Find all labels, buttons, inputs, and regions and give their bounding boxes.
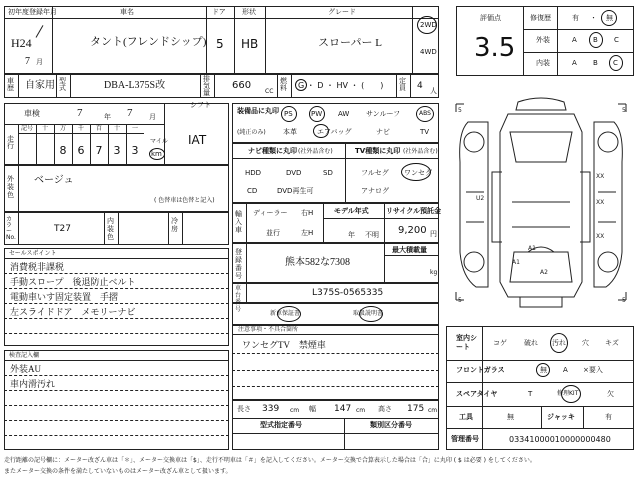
inspection-label: 車検 xyxy=(24,109,40,118)
notes-value: ワンセグTV 禁煙車 xyxy=(242,340,326,350)
ext-c: C xyxy=(614,36,619,44)
glass-a: A xyxy=(563,366,568,374)
mgmt-label: 管理番号 xyxy=(451,435,479,443)
footer-line-2: またメーター交換の条件を満たしていないものはメーター改ざん車として扱います。 xyxy=(4,468,232,475)
tools-label: 工具 xyxy=(459,413,473,421)
sales-point-item: 電動車いす固定装置 手摺 xyxy=(10,292,119,302)
manual: 取扱説明書 xyxy=(353,310,384,317)
fuel-value: G ・ D ・ HV ・ ( ) xyxy=(298,81,384,90)
spare-label: スペアタイヤ xyxy=(456,390,498,398)
diag-mark-xx-2: XX xyxy=(596,199,605,206)
max-load-label: 最大積載量 xyxy=(392,246,427,254)
digit-header: 万 xyxy=(59,125,66,132)
recycle-label: リサイクル預託金 xyxy=(386,207,442,215)
seat-label: 室内シート xyxy=(456,334,477,351)
interior-label: 内装 xyxy=(536,59,550,67)
digit-header: 一 xyxy=(131,125,138,132)
navi-dvd: DVD xyxy=(286,169,302,177)
inspection-year: 7 xyxy=(77,107,83,119)
digit-header: 十 xyxy=(113,125,120,132)
import-label: 輸入車 xyxy=(235,210,242,234)
notes-label: 注意事項・不具合箇所 xyxy=(238,326,299,333)
model-label: 型式 xyxy=(59,77,66,92)
height-label: 高さ xyxy=(378,405,392,413)
exterior-label: 外装 xyxy=(536,36,550,44)
equip-leather: 本革 xyxy=(283,128,297,136)
tv-oneseg: ワンセグ xyxy=(404,169,432,177)
navi-hdd: HDD xyxy=(245,169,262,177)
shape-label: 形状 xyxy=(242,8,256,16)
shift-value: IAT xyxy=(188,133,207,147)
inspector-item: 車内滑汚れ xyxy=(10,379,56,389)
mileage-digit: 6 xyxy=(77,144,85,157)
use-label: 車歴 xyxy=(7,77,14,92)
month-unit: 月 xyxy=(36,58,43,66)
door-label: ドア xyxy=(212,8,226,16)
equip-airbag: エアバッグ xyxy=(317,128,352,136)
sales-point-item: 手動スロープ 後退防止ベルト xyxy=(10,277,136,287)
equip-tv: TV xyxy=(420,128,430,136)
sales-title: セールスポイント xyxy=(9,250,57,257)
recycle-value: 9,200 xyxy=(398,225,427,236)
displacement-label: 排気量 xyxy=(203,75,210,97)
shift-label: シフト xyxy=(190,101,211,109)
mileage-digit: 8 xyxy=(59,144,67,157)
inspector-list xyxy=(4,360,229,450)
int-b: B xyxy=(593,59,598,67)
seat-yabure: 破れ xyxy=(524,339,538,347)
color-note: ( 色替車は色替と記入) xyxy=(154,197,215,204)
capacity-label: 定員 xyxy=(399,77,406,92)
seat-ana: 穴 xyxy=(582,339,589,347)
digit-header: 百 xyxy=(95,125,102,132)
kg-unit: kg xyxy=(430,269,438,276)
car-damage-diagram xyxy=(448,92,634,320)
new-warranty: 新車保証書 xyxy=(270,310,301,317)
tv-analog: アナログ xyxy=(361,187,389,195)
door-value: 5 xyxy=(216,37,224,51)
repair-no: 無 xyxy=(606,14,613,22)
equip-aw: AW xyxy=(338,110,350,118)
use-value: 自家用 xyxy=(25,80,55,91)
glass-label: フロントガラス xyxy=(456,366,505,374)
grade-label: グレード xyxy=(328,8,356,16)
model-value: DBA-L375S改 xyxy=(104,80,166,91)
navi-dvd-play: DVD再生可 xyxy=(277,187,314,195)
equipment-sublabel: (純正のみ) xyxy=(237,129,266,136)
svg-text:5: 5 xyxy=(622,297,626,304)
mileage-digit: 3 xyxy=(113,144,121,157)
diag-mark-xx-3: XX xyxy=(596,233,605,240)
inspection-month: 7 xyxy=(127,107,133,119)
model-year-label: モデル年式 xyxy=(334,207,369,215)
sales-list xyxy=(4,258,229,346)
repair-yes: 有 xyxy=(572,14,579,22)
sales-point-item: 消費税非課税 xyxy=(10,262,65,272)
length-value: 339 xyxy=(262,404,280,414)
drive-2wd: 2WD xyxy=(420,21,437,29)
navi-note: (社外品含む) xyxy=(298,148,333,155)
interior-color-label: 内装色 xyxy=(107,217,114,241)
plate-label: 登録番号 xyxy=(235,248,242,280)
diag-mark-a1: A1 xyxy=(528,245,536,252)
length-unit: cm xyxy=(290,407,300,414)
docs-box xyxy=(232,303,439,325)
chassis-value: L375S-0565335 xyxy=(312,288,384,298)
import-dealer: ディーラー xyxy=(253,209,288,217)
first-reg-year: H24 xyxy=(11,36,32,50)
color-box xyxy=(4,165,229,212)
plate-value: 熊本582な7308 xyxy=(285,257,350,268)
chassis-label: 車台番号 xyxy=(235,285,242,313)
equipment-label: 装備品に丸印 xyxy=(237,107,279,115)
spare-t: T xyxy=(528,390,533,398)
tv-note: (社外品含む) xyxy=(403,148,438,155)
seat-yogore: 汚れ xyxy=(552,339,566,347)
width-unit: cm xyxy=(356,407,366,414)
color-code-label: カラー No. xyxy=(6,216,16,241)
color-label: 外装色 xyxy=(7,175,14,199)
ext-a: A xyxy=(572,36,577,44)
tv-title: TV種類に丸印 xyxy=(355,147,401,155)
ext-b: B xyxy=(593,36,598,44)
score-value: 3.5 xyxy=(474,33,516,63)
first-reg-month: 7 xyxy=(25,56,30,67)
inspector-title: 検査記入欄 xyxy=(9,352,40,359)
car-name-label: 車名 xyxy=(120,8,134,16)
mileage-digit: 3 xyxy=(131,144,139,157)
car-name-value: タント(フレンドシップ) xyxy=(90,36,207,48)
import-right: 右H xyxy=(301,209,314,217)
equip-sunroof: サンルーフ xyxy=(366,110,401,118)
notes-box xyxy=(232,325,439,400)
diag-mark-a2: A2 xyxy=(540,269,548,276)
inspector-item: 外装AU xyxy=(10,364,41,374)
repair-label: 修復歴 xyxy=(530,14,551,22)
displacement-value: 660 xyxy=(232,80,252,91)
mgmt-value: 03341000010000000480 xyxy=(509,435,611,444)
digit-header: 十 xyxy=(41,125,48,132)
diag-mark-xx-1: XX xyxy=(596,173,605,180)
capacity-value: 4 xyxy=(417,81,423,91)
import-parallel: 並行 xyxy=(266,229,280,237)
height-value: 175 xyxy=(407,404,425,414)
equip-navi: ナビ xyxy=(376,128,390,136)
int-c: C xyxy=(613,59,618,67)
km-label: km xyxy=(151,150,162,158)
navi-sd: SD xyxy=(323,169,333,177)
int-a: A xyxy=(572,59,577,67)
yen-unit: 円 xyxy=(430,230,437,238)
grade-value: スローパー L xyxy=(318,37,382,49)
length-label: 長さ xyxy=(237,405,251,413)
cc-unit: CC xyxy=(265,88,274,95)
navi-title: ナビ種類に丸印 xyxy=(248,147,297,155)
glass-replace: ×要入 xyxy=(583,366,603,374)
model-year-unknown: 不明 xyxy=(365,231,379,239)
equip-abs: ABS xyxy=(419,110,431,117)
color-code-box xyxy=(4,212,229,245)
diag-mark-5: 5 xyxy=(458,107,462,114)
footer-line-1: 走行距離の記号欄に：メーター改ざん車は「＊」、メーター交換車は「$」、走行不明車は「＃」を記入してください。メーター交換で合算表示した場合は「合」に丸印 ( $ は必要 ) をしてください。 xyxy=(4,457,536,464)
glass-none: 無 xyxy=(540,366,547,374)
seat-koge: コゲ xyxy=(493,339,507,347)
jack-value: 有 xyxy=(605,413,612,421)
mileage-grid xyxy=(18,124,164,165)
spare-missing: 欠 xyxy=(607,390,614,398)
digit-header: 千 xyxy=(77,125,84,132)
shape-value: HB xyxy=(241,37,259,51)
person-unit: 人 xyxy=(430,87,437,95)
diag-mark-u2: U2 xyxy=(476,195,485,202)
import-left: 左H xyxy=(301,229,314,237)
tv-fullseg: フルセグ xyxy=(361,169,389,177)
sales-point-item: 左スライドドア メモリーナビ xyxy=(10,307,136,317)
ac-label: 冷房 xyxy=(171,217,178,233)
seat-kizu: キズ xyxy=(605,339,619,347)
drive-4wd: 4WD xyxy=(420,48,437,56)
navi-cd: CD xyxy=(247,187,258,195)
width-value: 147 xyxy=(334,404,352,414)
svg-text:5: 5 xyxy=(622,107,626,114)
fuel-label: 燃料 xyxy=(280,77,287,92)
mileage-label: 走行 xyxy=(7,135,14,150)
first-reg-label: 初年度登録年月 xyxy=(8,8,57,16)
height-unit: cm xyxy=(428,407,438,414)
model-year-unit: 年 xyxy=(348,231,355,239)
digit-header: 記号 xyxy=(20,125,33,132)
equip-ps: PS xyxy=(284,110,293,118)
tools-value: 無 xyxy=(507,413,514,421)
type-number-label: 型式指定番号 xyxy=(260,421,302,429)
diag-mark-a1-b: A1 xyxy=(512,259,520,266)
mileage-digit: 7 xyxy=(95,144,103,157)
year-unit: 年 xyxy=(104,113,111,121)
month-unit-2: 月 xyxy=(149,113,156,121)
svg-text:5: 5 xyxy=(458,297,462,304)
score-label: 評価点 xyxy=(480,14,501,22)
spare-kit: 修理KIT xyxy=(557,390,579,397)
category-number-label: 類別区分番号 xyxy=(370,421,412,429)
color-value: ベージュ xyxy=(34,175,74,186)
mile-label: マイル xyxy=(150,138,168,145)
equip-pw: PW xyxy=(311,110,323,118)
color-code-value: T27 xyxy=(54,224,71,234)
width-label: 幅 xyxy=(309,405,316,413)
jack-label: ジャッキ xyxy=(547,413,575,421)
